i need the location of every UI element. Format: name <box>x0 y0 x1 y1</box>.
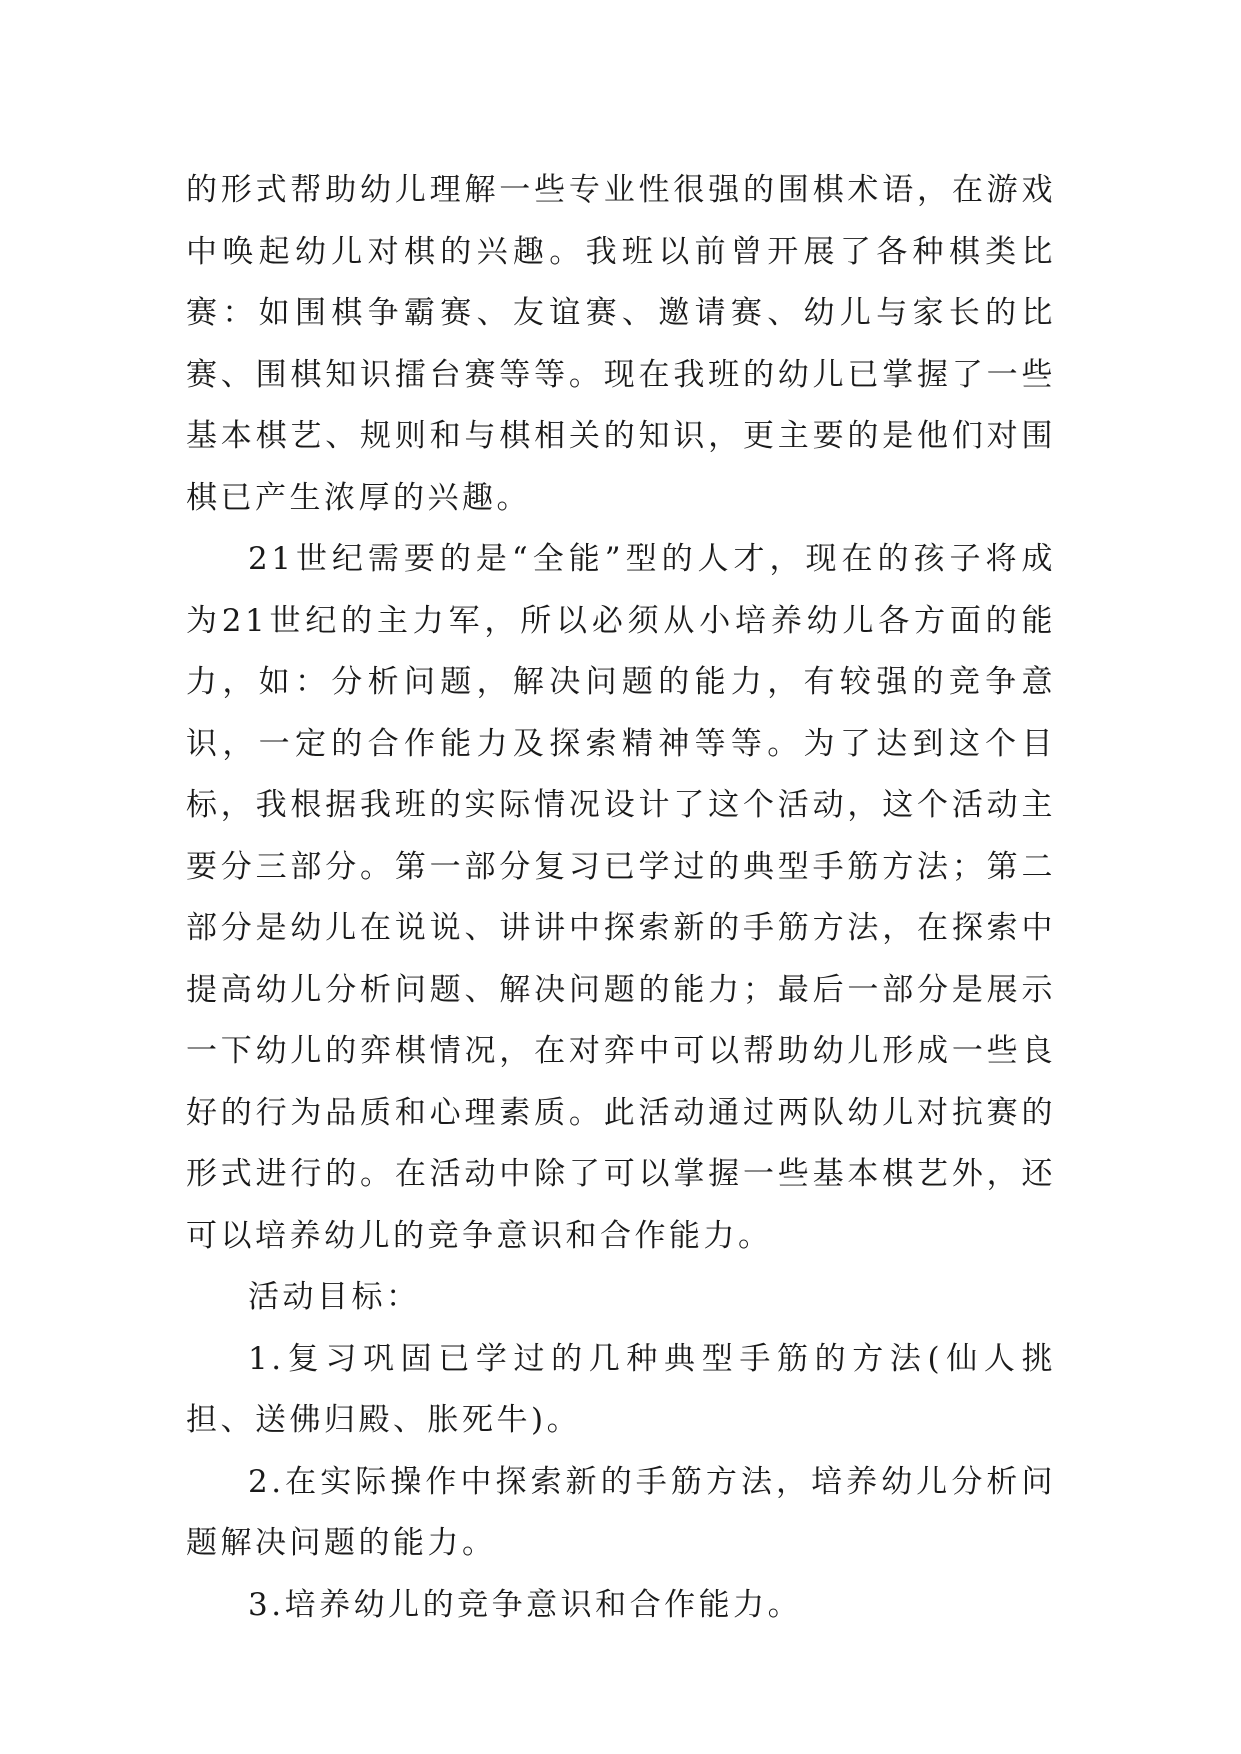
goal-item-3: 3.培养幼儿的竞争意识和合作能力。 <box>248 1586 803 1623</box>
paragraph-activity-design: 21世纪需要的是“全能”型的人才，现在的孩子将成为21世纪的主力军，所以必须从小培养幼儿各方面的能力，如：分析问题，解决问题的能力，有较强的竞争意识，一定的合作能力及探索精神等等。为了达到这个目标，我根据我班的实际情况设计了这个活动，这个活动主要分三部分。第一部分复习已学过的典型手筋方法；第二部分是幼儿在说说、讲讲中探索新的手筋方法，在探索中提高幼儿分析问题、解决问题的能力；最后一部分是展示一下幼儿的弈棋情况，在对弈中可以帮助幼儿形成一些良好的行为品质和心理素质。此活动通过两队幼儿对抗赛的形式进行的。在活动中除了可以掌握一些基本棋艺外，还可以培养幼儿的竞争意识和合作能力。 <box>186 541 1056 1254</box>
goal-item-2: 2.在实际操作中探索新的手筋方法，培养幼儿分析问题解决问题的能力。 <box>186 1463 1056 1561</box>
goal-item-1: 1.复习巩固已学过的几种典型手筋的方法(仙人挑担、送佛归殿、胀死牛)。 <box>186 1340 1056 1438</box>
paragraph-intro-continued: 的形式帮助幼儿理解一些专业性很强的围棋术语，在游戏中唤起幼儿对棋的兴趣。我班以前曾开展了各种棋类比赛：如围棋争霸赛、友谊赛、邀请赛、幼儿与家长的比赛、围棋知识擂台赛等等。现在我班的幼儿已掌握了一些基本棋艺、规则和与棋相关的知识，更主要的是他们对围棋已产生浓厚的兴趣。 <box>186 172 1056 516</box>
section-heading-goals: 活动目标： <box>248 1279 421 1315</box>
document-body <box>186 160 1056 1636</box>
